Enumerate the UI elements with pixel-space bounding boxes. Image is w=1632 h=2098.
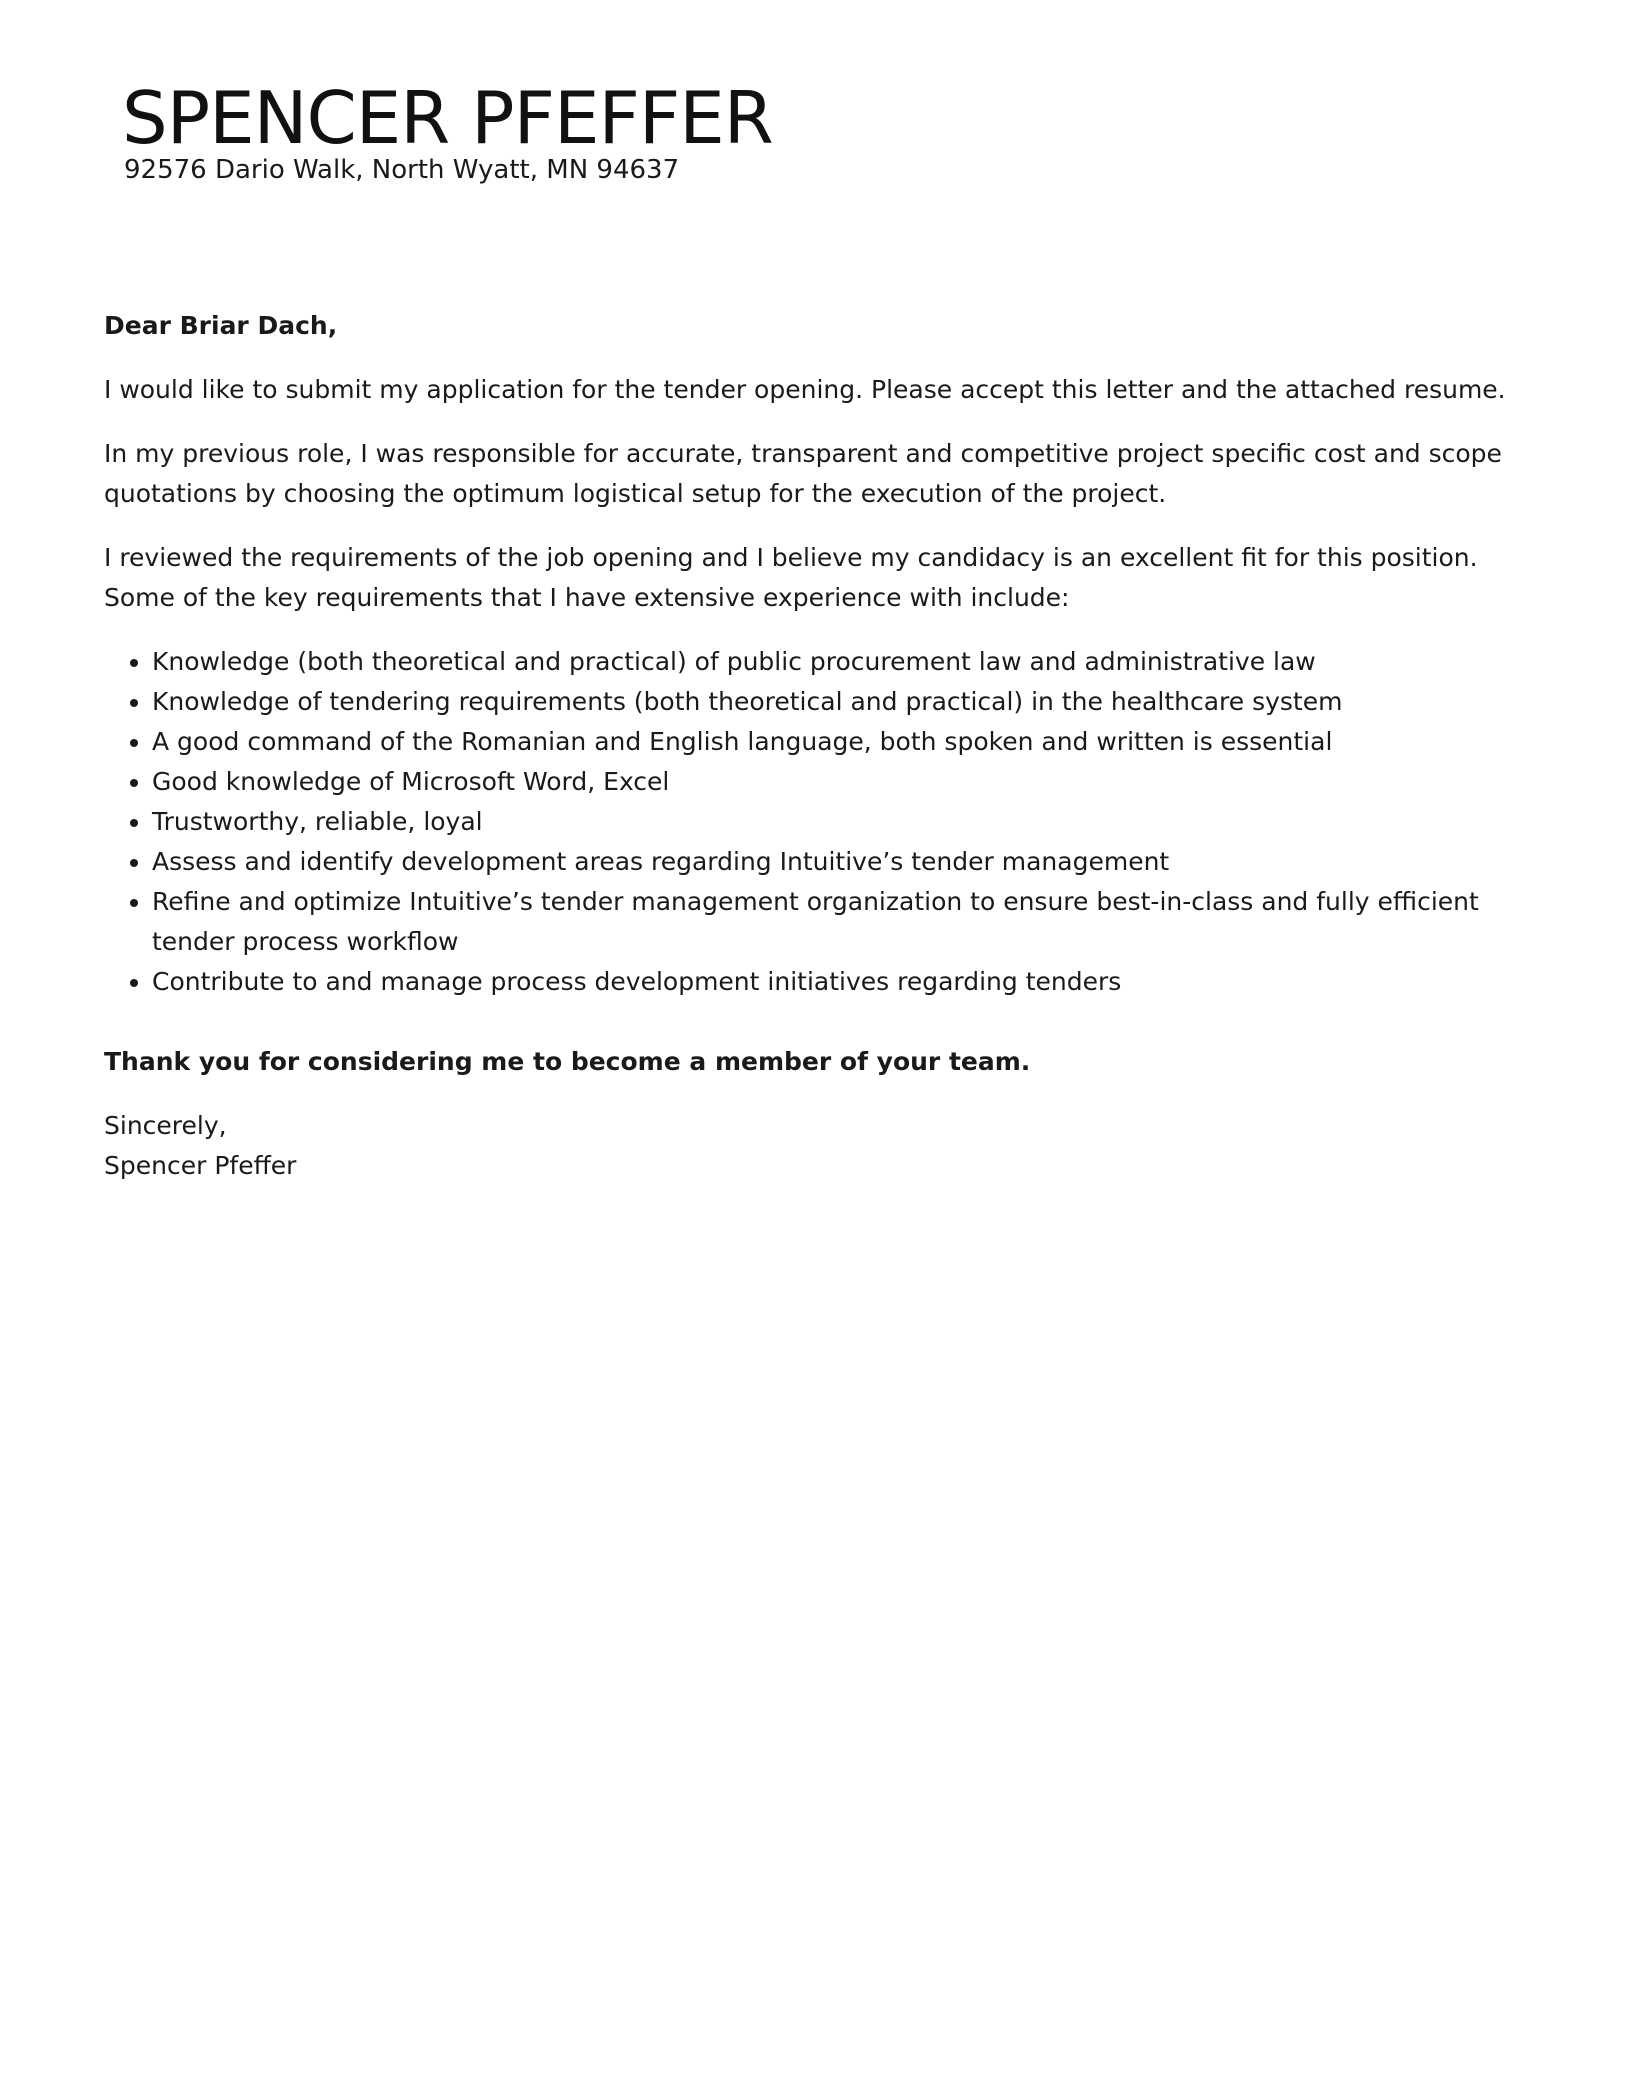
list-item: • Good knowledge of Microsoft Word, Excel — [152, 762, 1534, 802]
letter-header — [122, 70, 1422, 185]
closing-line: Thank you for considering me to become a member of your team. — [104, 1047, 1031, 1076]
paragraph-intro: I would like to submit my application for the tender opening. Please accept this letter and the attached resume. — [104, 375, 1506, 404]
letter-body — [104, 306, 1534, 1186]
list-item: • Contribute to and manage process development initiatives regarding tenders — [152, 962, 1534, 1002]
signoff-block — [104, 1106, 1534, 1186]
list-item: • Knowledge of tendering requirements (both theoretical and practical) in the healthcare system — [152, 682, 1534, 722]
list-item: • Knowledge (both theoretical and practical) of public procurement law and administrative law — [152, 642, 1534, 682]
salutation: Dear Briar Dach, — [104, 311, 338, 340]
paragraph-requirements: I reviewed the requirements of the job opening and I believe my candidacy is an excellent fit for this position. Some of the key requirements that I have extensive experience with include: — [104, 543, 1478, 612]
applicant-address: 92576 Dario Walk, North Wyatt, MN 94637 — [124, 155, 680, 185]
list-item: • Trustworthy, reliable, loyal — [152, 802, 1534, 842]
list-item: • Refine and optimize Intuitive’s tender management organization to ensure best-in-class and fully efficient tender process workflow — [152, 882, 1534, 962]
signoff: Sincerely, — [104, 1111, 227, 1140]
signature-name: Spencer Pfeffer — [104, 1151, 297, 1180]
applicant-name: SPENCER PFEFFER — [122, 76, 773, 160]
list-item: • A good command of the Romanian and English language, both spoken and written is essential — [152, 722, 1534, 762]
requirements-list — [104, 642, 1534, 1002]
paragraph-previous-role: In my previous role, I was responsible for accurate, transparent and competitive project specific cost and scope quotations by choosing the optimum logistical setup for the execution of the project. — [104, 439, 1502, 508]
list-item: • Assess and identify development areas regarding Intuitive’s tender management — [152, 842, 1534, 882]
